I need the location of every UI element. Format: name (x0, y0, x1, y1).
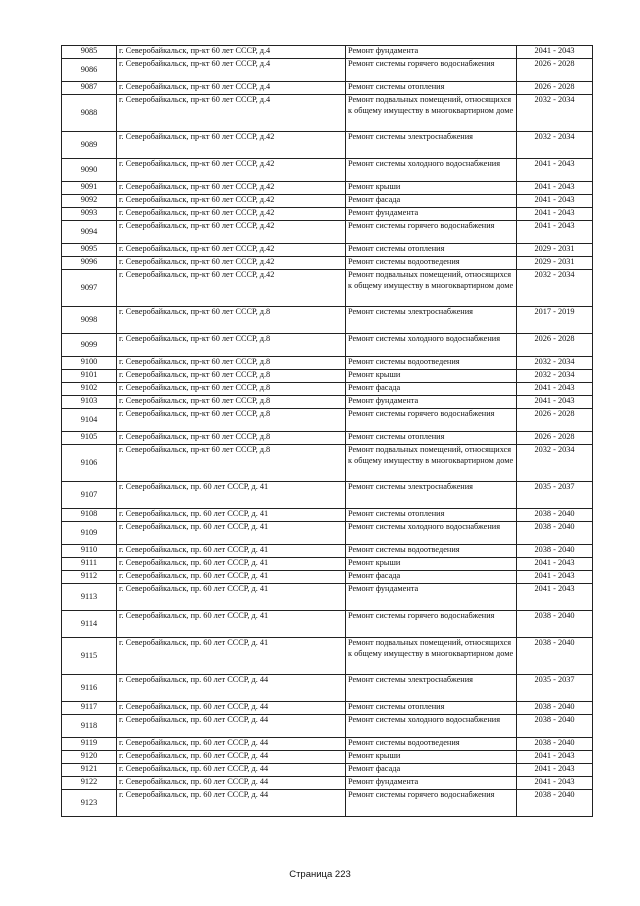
work-type-cell: Ремонт системы отопления (346, 509, 517, 522)
work-type-cell: Ремонт системы холодного водоснабжения (346, 715, 517, 738)
row-number-cell: 9101 (62, 370, 117, 383)
period-cell: 2041 - 2043 (517, 764, 593, 777)
row-number-cell: 9089 (62, 132, 117, 159)
work-type-cell: Ремонт крыши (346, 370, 517, 383)
row-number-cell: 9110 (62, 545, 117, 558)
period-cell: 2041 - 2043 (517, 195, 593, 208)
work-type-cell: Ремонт подвальных помещений, относящихся к общему имуществу в многоквартирном доме (346, 638, 517, 675)
address-cell: г. Северобайкальск, пр-кт 60 лет СССР, д.8 (117, 307, 346, 334)
work-type-cell: Ремонт крыши (346, 182, 517, 195)
work-type-cell: Ремонт фасада (346, 571, 517, 584)
period-cell: 2041 - 2043 (517, 383, 593, 396)
table-row (62, 357, 593, 370)
table-row (62, 208, 593, 221)
table-row (62, 59, 593, 82)
address-cell: г. Северобайкальск, пр-кт 60 лет СССР, д.8 (117, 396, 346, 409)
period-cell: 2038 - 2040 (517, 738, 593, 751)
address-cell: г. Северобайкальск, пр-кт 60 лет СССР, д.42 (117, 182, 346, 195)
address-cell: г. Северобайкальск, пр-кт 60 лет СССР, д.4 (117, 59, 346, 82)
table-body (62, 46, 593, 817)
row-number-cell: 9099 (62, 334, 117, 357)
row-number-cell: 9118 (62, 715, 117, 738)
address-cell: г. Северобайкальск, пр. 60 лет СССР, д. 41 (117, 638, 346, 675)
period-cell: 2038 - 2040 (517, 522, 593, 545)
work-type-cell: Ремонт системы холодного водоснабжения (346, 522, 517, 545)
work-type-cell: Ремонт подвальных помещений, относящихся к общему имуществу в многоквартирном доме (346, 270, 517, 307)
address-cell: г. Северобайкальск, пр-кт 60 лет СССР, д.42 (117, 221, 346, 244)
table-row (62, 221, 593, 244)
period-cell: 2017 - 2019 (517, 307, 593, 334)
period-cell: 2041 - 2043 (517, 777, 593, 790)
work-type-cell: Ремонт системы отопления (346, 432, 517, 445)
address-cell: г. Северобайкальск, пр. 60 лет СССР, д. 41 (117, 571, 346, 584)
table-row (62, 584, 593, 611)
address-cell: г. Северобайкальск, пр. 60 лет СССР, д. 41 (117, 584, 346, 611)
work-type-cell: Ремонт фасада (346, 764, 517, 777)
period-cell: 2041 - 2043 (517, 396, 593, 409)
table-row (62, 46, 593, 59)
period-cell: 2026 - 2028 (517, 432, 593, 445)
period-cell: 2038 - 2040 (517, 509, 593, 522)
address-cell: г. Северобайкальск, пр-кт 60 лет СССР, д.8 (117, 370, 346, 383)
row-number-cell: 9106 (62, 445, 117, 482)
period-cell: 2038 - 2040 (517, 545, 593, 558)
table-row (62, 738, 593, 751)
work-type-cell: Ремонт системы отопления (346, 702, 517, 715)
table-row (62, 702, 593, 715)
period-cell: 2038 - 2040 (517, 715, 593, 738)
address-cell: г. Северобайкальск, пр-кт 60 лет СССР, д.4 (117, 95, 346, 132)
row-number-cell: 9100 (62, 357, 117, 370)
work-type-cell: Ремонт фундамента (346, 396, 517, 409)
work-type-cell: Ремонт подвальных помещений, относящихся к общему имуществу в многоквартирном доме (346, 95, 517, 132)
row-number-cell: 9097 (62, 270, 117, 307)
address-cell: г. Северобайкальск, пр-кт 60 лет СССР, д.8 (117, 357, 346, 370)
row-number-cell: 9112 (62, 571, 117, 584)
work-type-cell: Ремонт системы электроснабжения (346, 482, 517, 509)
row-number-cell: 9102 (62, 383, 117, 396)
address-cell: г. Северобайкальск, пр-кт 60 лет СССР, д.4 (117, 82, 346, 95)
address-cell: г. Северобайкальск, пр. 60 лет СССР, д. 41 (117, 611, 346, 638)
address-cell: г. Северобайкальск, пр. 60 лет СССР, д. 44 (117, 675, 346, 702)
work-type-cell: Ремонт системы холодного водоснабжения (346, 159, 517, 182)
row-number-cell: 9115 (62, 638, 117, 675)
row-number-cell: 9088 (62, 95, 117, 132)
row-number-cell: 9098 (62, 307, 117, 334)
row-number-cell: 9093 (62, 208, 117, 221)
table-row (62, 383, 593, 396)
table-row (62, 159, 593, 182)
address-cell: г. Северобайкальск, пр. 60 лет СССР, д. 44 (117, 715, 346, 738)
period-cell: 2041 - 2043 (517, 571, 593, 584)
table-row (62, 82, 593, 95)
row-number-cell: 9095 (62, 244, 117, 257)
address-cell: г. Северобайкальск, пр. 60 лет СССР, д. 44 (117, 777, 346, 790)
work-type-cell: Ремонт системы электроснабжения (346, 307, 517, 334)
address-cell: г. Северобайкальск, пр-кт 60 лет СССР, д.8 (117, 409, 346, 432)
period-cell: 2026 - 2028 (517, 334, 593, 357)
table-row (62, 790, 593, 817)
row-number-cell: 9113 (62, 584, 117, 611)
work-type-cell: Ремонт системы горячего водоснабжения (346, 409, 517, 432)
period-cell: 2035 - 2037 (517, 482, 593, 509)
address-cell: г. Северобайкальск, пр-кт 60 лет СССР, д.42 (117, 257, 346, 270)
work-type-cell: Ремонт системы горячего водоснабжения (346, 221, 517, 244)
table-row (62, 132, 593, 159)
work-type-cell: Ремонт системы водоотведения (346, 257, 517, 270)
period-cell: 2032 - 2034 (517, 370, 593, 383)
repair-schedule-table (61, 45, 593, 817)
work-type-cell: Ремонт системы холодного водоснабжения (346, 334, 517, 357)
table-row (62, 445, 593, 482)
row-number-cell: 9114 (62, 611, 117, 638)
address-cell: г. Северобайкальск, пр-кт 60 лет СССР, д.42 (117, 132, 346, 159)
period-cell: 2026 - 2028 (517, 82, 593, 95)
period-cell: 2029 - 2031 (517, 257, 593, 270)
work-type-cell: Ремонт системы электроснабжения (346, 675, 517, 702)
work-type-cell: Ремонт фундамента (346, 777, 517, 790)
address-cell: г. Северобайкальск, пр. 60 лет СССР, д. 44 (117, 790, 346, 817)
address-cell: г. Северобайкальск, пр. 60 лет СССР, д. 44 (117, 751, 346, 764)
table-row (62, 334, 593, 357)
work-type-cell: Ремонт фундамента (346, 46, 517, 59)
row-number-cell: 9120 (62, 751, 117, 764)
row-number-cell: 9103 (62, 396, 117, 409)
table-row (62, 764, 593, 777)
period-cell: 2041 - 2043 (517, 751, 593, 764)
table-row (62, 482, 593, 509)
period-cell: 2038 - 2040 (517, 638, 593, 675)
row-number-cell: 9121 (62, 764, 117, 777)
address-cell: г. Северобайкальск, пр-кт 60 лет СССР, д.42 (117, 159, 346, 182)
address-cell: г. Северобайкальск, пр. 60 лет СССР, д. 41 (117, 545, 346, 558)
row-number-cell: 9105 (62, 432, 117, 445)
address-cell: г. Северобайкальск, пр-кт 60 лет СССР, д.8 (117, 432, 346, 445)
address-cell: г. Северобайкальск, пр. 60 лет СССР, д. 41 (117, 482, 346, 509)
work-type-cell: Ремонт фундамента (346, 208, 517, 221)
work-type-cell: Ремонт подвальных помещений, относящихся к общему имуществу в многоквартирном доме (346, 445, 517, 482)
work-type-cell: Ремонт фасада (346, 195, 517, 208)
table-row (62, 715, 593, 738)
period-cell: 2041 - 2043 (517, 46, 593, 59)
table-row (62, 396, 593, 409)
table-row (62, 675, 593, 702)
period-cell: 2026 - 2028 (517, 59, 593, 82)
period-cell: 2038 - 2040 (517, 611, 593, 638)
row-number-cell: 9096 (62, 257, 117, 270)
period-cell: 2041 - 2043 (517, 558, 593, 571)
row-number-cell: 9104 (62, 409, 117, 432)
address-cell: г. Северобайкальск, пр-кт 60 лет СССР, д.8 (117, 383, 346, 396)
address-cell: г. Северобайкальск, пр-кт 60 лет СССР, д.8 (117, 334, 346, 357)
table-row (62, 432, 593, 445)
row-number-cell: 9087 (62, 82, 117, 95)
table-row (62, 571, 593, 584)
row-number-cell: 9108 (62, 509, 117, 522)
table-row (62, 777, 593, 790)
period-cell: 2041 - 2043 (517, 221, 593, 244)
work-type-cell: Ремонт системы отопления (346, 82, 517, 95)
work-type-cell: Ремонт системы горячего водоснабжения (346, 59, 517, 82)
address-cell: г. Северобайкальск, пр-кт 60 лет СССР, д.8 (117, 445, 346, 482)
address-cell: г. Северобайкальск, пр-кт 60 лет СССР, д.4 (117, 46, 346, 59)
address-cell: г. Северобайкальск, пр-кт 60 лет СССР, д.42 (117, 270, 346, 307)
table-row (62, 95, 593, 132)
row-number-cell: 9123 (62, 790, 117, 817)
row-number-cell: 9107 (62, 482, 117, 509)
address-cell: г. Северобайкальск, пр. 60 лет СССР, д. 44 (117, 738, 346, 751)
work-type-cell: Ремонт фасада (346, 383, 517, 396)
table-row (62, 751, 593, 764)
work-type-cell: Ремонт системы водоотведения (346, 357, 517, 370)
table-row (62, 509, 593, 522)
table-row (62, 545, 593, 558)
table-row (62, 370, 593, 383)
row-number-cell: 9122 (62, 777, 117, 790)
work-type-cell: Ремонт фундамента (346, 584, 517, 611)
period-cell: 2035 - 2037 (517, 675, 593, 702)
table-row (62, 558, 593, 571)
work-type-cell: Ремонт системы водоотведения (346, 738, 517, 751)
row-number-cell: 9086 (62, 59, 117, 82)
work-type-cell: Ремонт системы горячего водоснабжения (346, 611, 517, 638)
row-number-cell: 9111 (62, 558, 117, 571)
table-row (62, 195, 593, 208)
period-cell: 2041 - 2043 (517, 208, 593, 221)
row-number-cell: 9092 (62, 195, 117, 208)
work-type-cell: Ремонт крыши (346, 558, 517, 571)
table-row (62, 409, 593, 432)
period-cell: 2029 - 2031 (517, 244, 593, 257)
address-cell: г. Северобайкальск, пр-кт 60 лет СССР, д.42 (117, 244, 346, 257)
period-cell: 2026 - 2028 (517, 409, 593, 432)
work-type-cell: Ремонт крыши (346, 751, 517, 764)
row-number-cell: 9091 (62, 182, 117, 195)
address-cell: г. Северобайкальск, пр-кт 60 лет СССР, д.42 (117, 208, 346, 221)
period-cell: 2041 - 2043 (517, 584, 593, 611)
period-cell: 2032 - 2034 (517, 357, 593, 370)
address-cell: г. Северобайкальск, пр-кт 60 лет СССР, д.42 (117, 195, 346, 208)
work-type-cell: Ремонт системы водоотведения (346, 545, 517, 558)
row-number-cell: 9085 (62, 46, 117, 59)
period-cell: 2032 - 2034 (517, 270, 593, 307)
work-type-cell: Ремонт системы электроснабжения (346, 132, 517, 159)
work-type-cell: Ремонт системы отопления (346, 244, 517, 257)
period-cell: 2038 - 2040 (517, 702, 593, 715)
period-cell: 2038 - 2040 (517, 790, 593, 817)
address-cell: г. Северобайкальск, пр. 60 лет СССР, д. 41 (117, 522, 346, 545)
row-number-cell: 9094 (62, 221, 117, 244)
address-cell: г. Северобайкальск, пр. 60 лет СССР, д. 44 (117, 702, 346, 715)
period-cell: 2032 - 2034 (517, 445, 593, 482)
work-type-cell: Ремонт системы горячего водоснабжения (346, 790, 517, 817)
table-row (62, 307, 593, 334)
row-number-cell: 9117 (62, 702, 117, 715)
table-row (62, 244, 593, 257)
period-cell: 2032 - 2034 (517, 132, 593, 159)
period-cell: 2041 - 2043 (517, 182, 593, 195)
page-number: Страница 223 (289, 869, 351, 880)
table-row (62, 638, 593, 675)
table-row (62, 270, 593, 307)
address-cell: г. Северобайкальск, пр. 60 лет СССР, д. 44 (117, 764, 346, 777)
table-row (62, 257, 593, 270)
period-cell: 2032 - 2034 (517, 95, 593, 132)
address-cell: г. Северобайкальск, пр. 60 лет СССР, д. 41 (117, 509, 346, 522)
row-number-cell: 9119 (62, 738, 117, 751)
row-number-cell: 9109 (62, 522, 117, 545)
period-cell: 2041 - 2043 (517, 159, 593, 182)
table-row (62, 611, 593, 638)
row-number-cell: 9116 (62, 675, 117, 702)
table-row (62, 522, 593, 545)
table-row (62, 182, 593, 195)
address-cell: г. Северобайкальск, пр. 60 лет СССР, д. 41 (117, 558, 346, 571)
row-number-cell: 9090 (62, 159, 117, 182)
